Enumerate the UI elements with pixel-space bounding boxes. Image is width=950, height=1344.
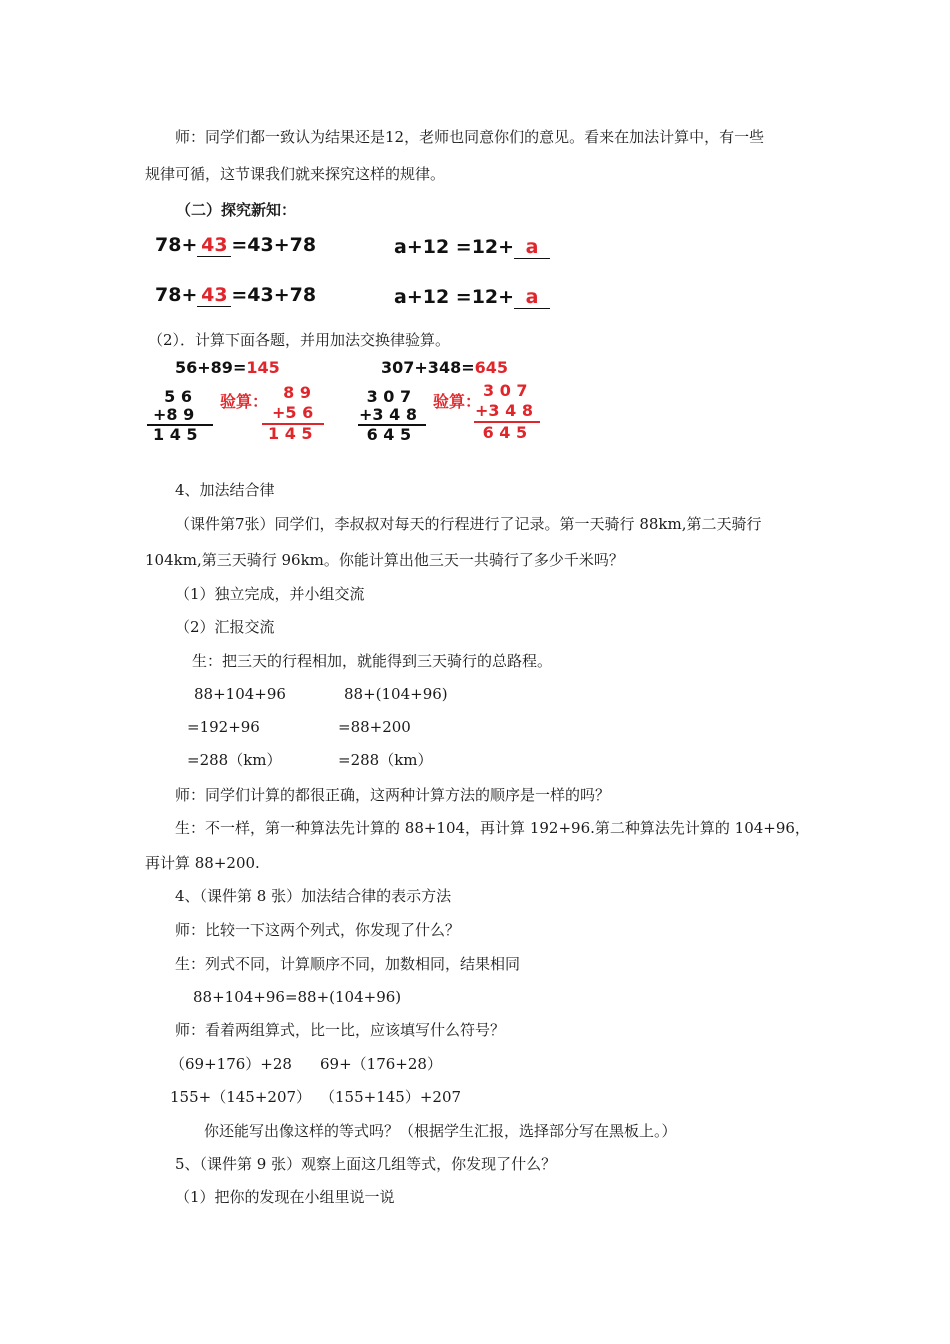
equation-blank: 43 xyxy=(197,234,231,257)
calc-line: 88+104+96 xyxy=(194,685,286,703)
equation-row-1-left xyxy=(155,234,316,257)
equation-row-2-right xyxy=(394,286,550,309)
equation-row-1-right xyxy=(394,236,550,259)
calc-line: =288（km） xyxy=(338,751,433,769)
check-result: 1 4 5 xyxy=(268,424,313,443)
check-row-2: +5 6 xyxy=(272,403,314,422)
teacher-question: 师：看着两组算式，比一比，应该填写什么符号？ xyxy=(175,1021,506,1039)
heading-associative-law: 4、加法结合律 xyxy=(175,481,275,499)
equation-blank: a xyxy=(514,236,550,259)
comparison-left: （69+176）+28 xyxy=(170,1055,292,1073)
paragraph-line: （课件第7张）同学们，李叔叔对每天的行程进行了记录。第一天骑行 88km,第二天骑行 xyxy=(175,515,762,533)
calc-right-expression xyxy=(381,357,508,379)
calc-answer: 145 xyxy=(246,358,280,377)
equation-row-2-left xyxy=(155,284,316,307)
calc-expression: 56+89= xyxy=(175,358,247,377)
paragraph-line: 104km,第三天骑行 96km。你能计算出他三天一共骑行了多少千米吗？ xyxy=(145,551,624,569)
step-2: （2）汇报交流 xyxy=(175,618,275,636)
equation-suffix: =43+78 xyxy=(231,234,317,256)
vertical-row-2: +3 4 8 xyxy=(359,405,417,424)
vertical-row-1: 3 0 7 xyxy=(361,387,412,406)
comparison-right: 69+（176+28） xyxy=(320,1055,442,1073)
teacher-question: 师：同学们计算的都很正确，这两种计算方法的顺序是一样的吗？ xyxy=(175,786,611,804)
check-label: 验算： xyxy=(220,392,269,411)
calc-line: =192+96 xyxy=(187,718,260,736)
equation-blank: 43 xyxy=(197,284,231,307)
vertical-row-2: +8 9 xyxy=(153,405,195,424)
vertical-result: 1 4 5 xyxy=(153,425,198,444)
task-2: （2）．计算下面各题，并用加法交换律验算。 xyxy=(148,331,451,349)
intro-line-2: 规律可循，这节课我们就来探究这样的规律。 xyxy=(145,165,446,183)
student-answer: 生：列式不同，计算顺序不同，加数相同，结果相同 xyxy=(175,955,521,973)
intro-line-1: 师：同学们都一致认为结果还是12，老师也同意你们的意见。看来在加法计算中，有一些 xyxy=(175,128,765,146)
calc-left-expression xyxy=(175,357,280,379)
equation-prefix: 78+ xyxy=(155,284,198,306)
check-row-2: +3 4 8 xyxy=(475,401,533,420)
calc-line: =288（km） xyxy=(187,751,282,769)
equation-prefix: a+12 =12+ xyxy=(394,286,515,308)
vertical-row-1: 5 6 xyxy=(153,387,192,406)
heading-observe: 5、（课件第 9 张）观察上面这几组等式，你发现了什么？ xyxy=(175,1155,557,1173)
step-1: （1）把你的发现在小组里说一说 xyxy=(175,1188,395,1206)
equation-prefix: a+12 =12+ xyxy=(394,236,515,258)
student-answer: 生：不一样，第一种算法先计算的 88+104，再计算 192+96.第二种算法先计算的 104+96， xyxy=(175,819,810,837)
vertical-result: 6 4 5 xyxy=(361,425,412,444)
calc-expression: 307+348= xyxy=(381,358,475,377)
heading-representation: 4、（课件第 8 张）加法结合律的表示方法 xyxy=(175,887,452,905)
calc-line: 88+(104+96) xyxy=(344,685,448,703)
equation-blank: a xyxy=(514,286,550,309)
calc-line: =88+200 xyxy=(338,718,411,736)
section-heading: （二）探究新知： xyxy=(176,201,297,219)
comparison-left: 155+（145+207） xyxy=(170,1088,312,1106)
prompt-line: 你还能写出像这样的等式吗？（根据学生汇报，选择部分写在黑板上。） xyxy=(204,1122,677,1140)
comparison-right: （155+145）+207 xyxy=(320,1088,462,1106)
student-answer: 再计算 88+200. xyxy=(145,854,260,872)
equation-prefix: 78+ xyxy=(155,234,198,256)
teacher-question: 师：比较一下这两个列式，你发现了什么？ xyxy=(175,921,461,939)
check-result: 6 4 5 xyxy=(477,423,528,442)
student-answer: 生：把三天的行程相加，就能得到三天骑行的总路程。 xyxy=(192,652,553,670)
check-row-1: 3 0 7 xyxy=(483,381,528,400)
check-label: 验算： xyxy=(433,392,482,411)
calc-answer: 645 xyxy=(474,358,509,377)
step-1: （1）独立完成，并小组交流 xyxy=(175,585,365,603)
equation-line: 88+104+96=88+(104+96) xyxy=(193,988,402,1006)
equation-suffix: =43+78 xyxy=(231,284,317,306)
check-row-1: 8 9 xyxy=(272,383,311,402)
